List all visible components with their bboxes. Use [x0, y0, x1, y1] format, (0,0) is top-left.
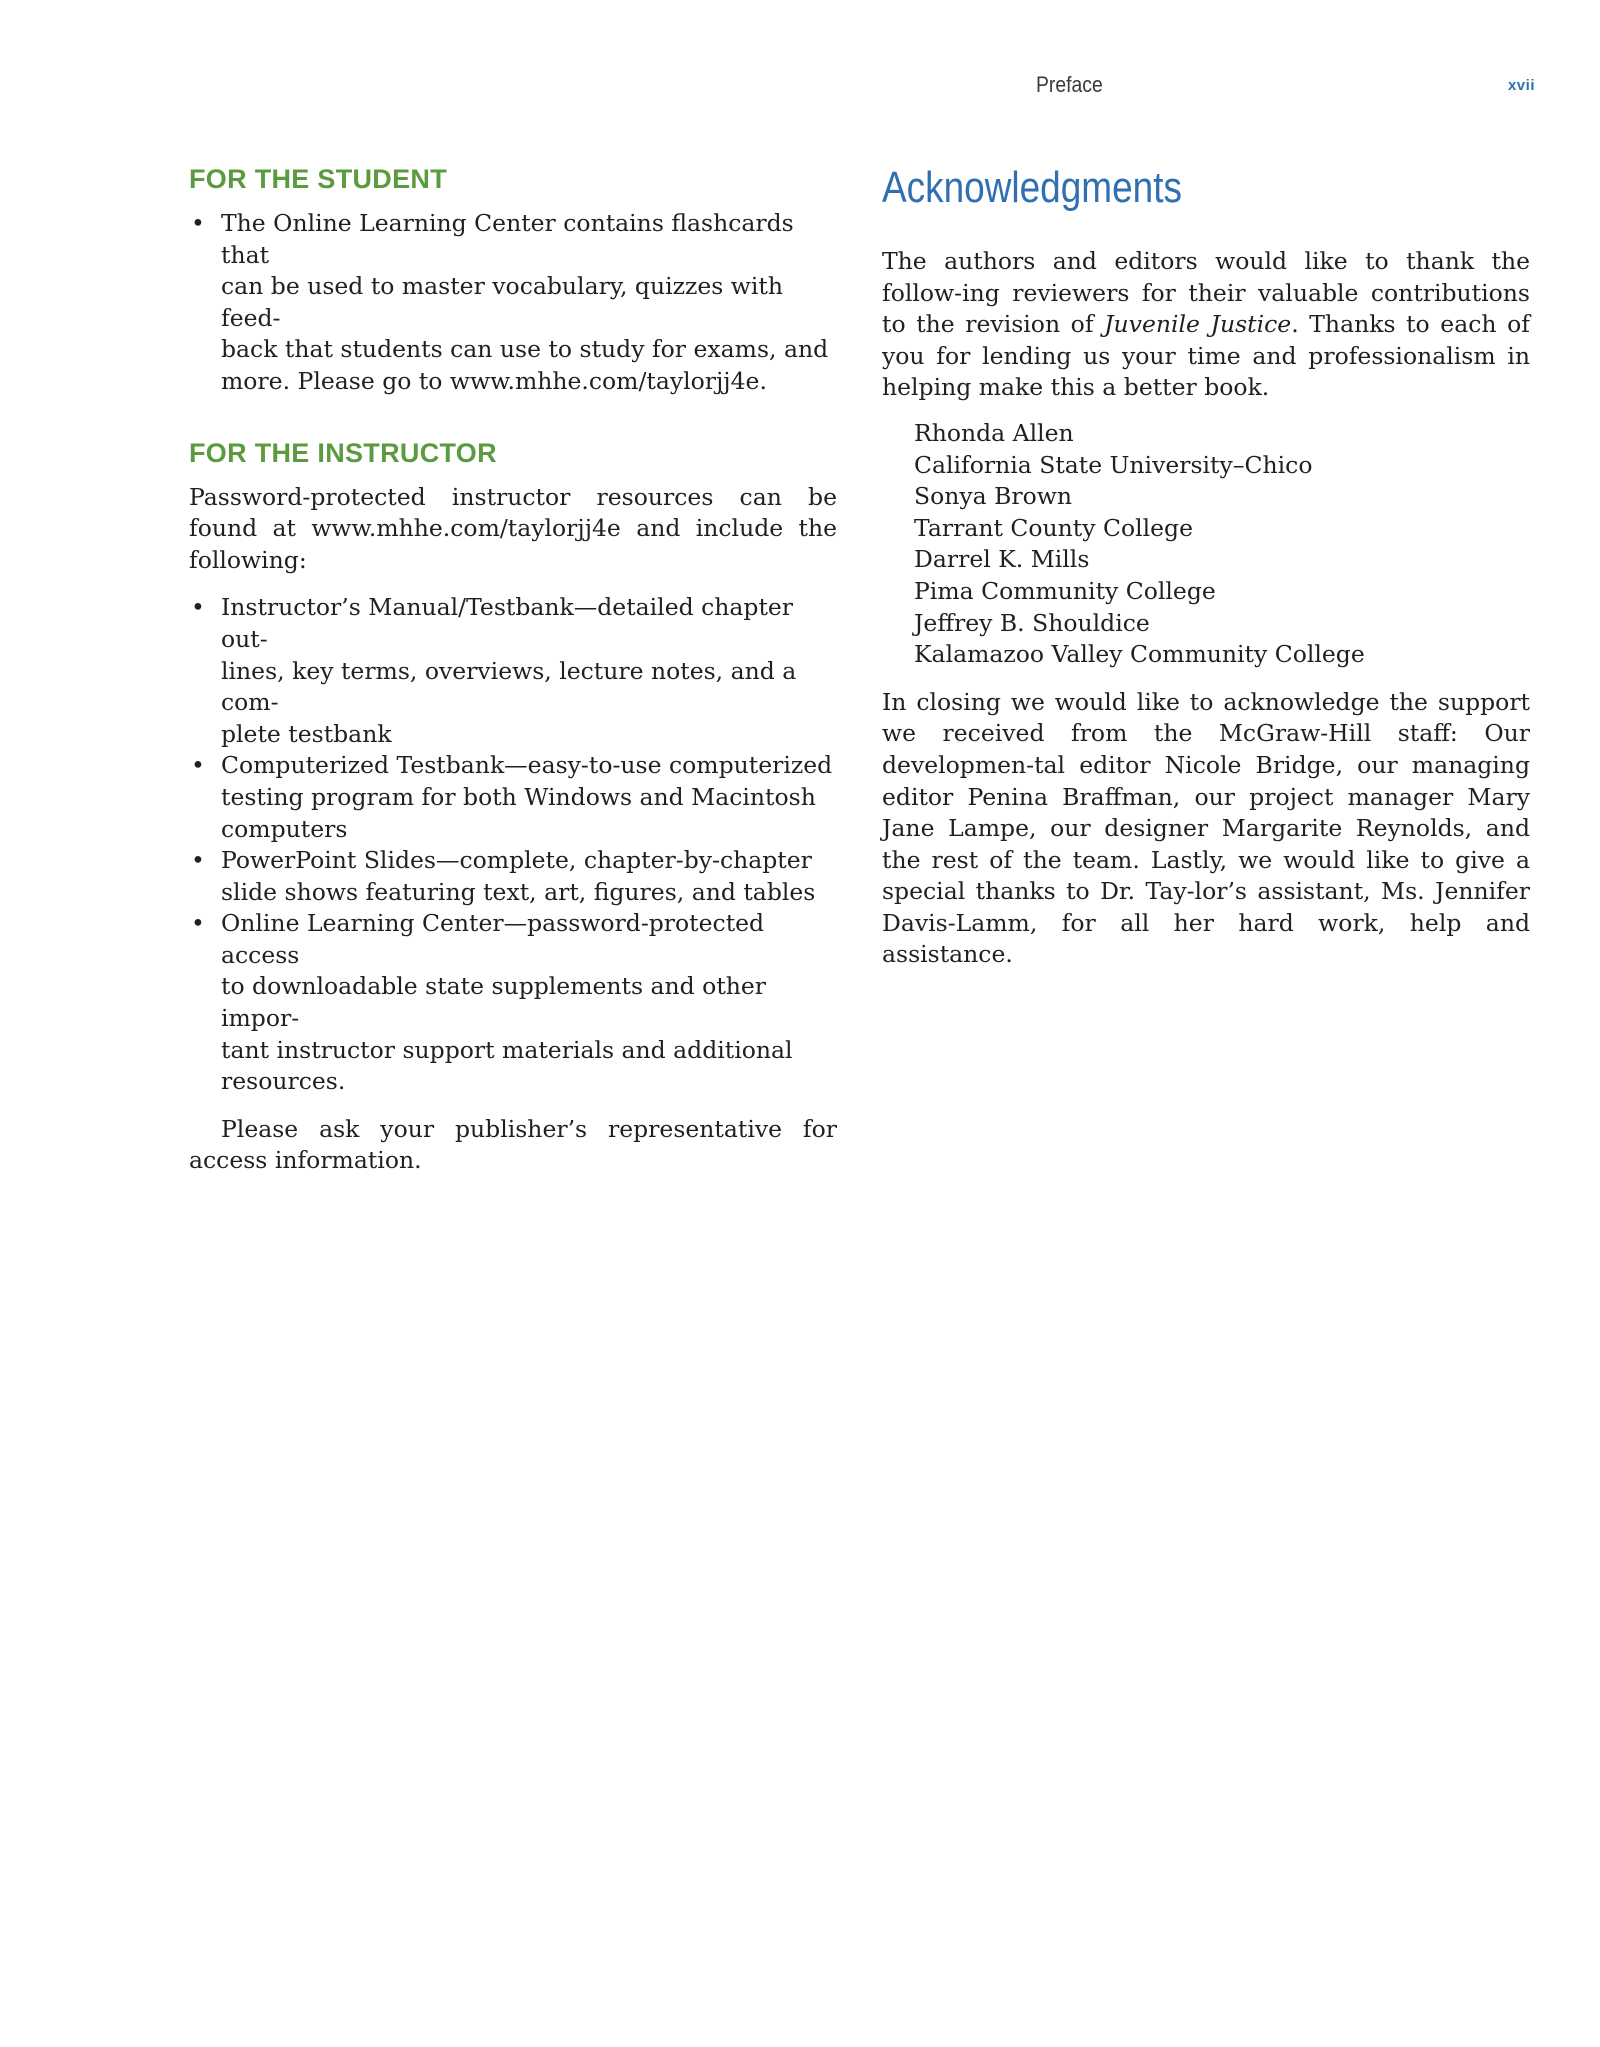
right-column [882, 160, 1530, 971]
instructor-intro-paragraph: Password-protected instructor resources can be found at www.mhhe.com/taylorjj4e and include the following: [189, 482, 837, 574]
bullet-line: computers [221, 814, 348, 843]
page-number: xvii [1507, 77, 1535, 94]
reviewer-name: Darrel K. Mills [914, 545, 1090, 574]
instructor-bullet-item [189, 845, 837, 908]
bullet-icon: • [191, 209, 205, 237]
instructor-closing-paragraph: Please ask your publisher’s representative for access information. [189, 1114, 837, 1175]
bullet-line: PowerPoint Slides—complete, chapter-by-chapter [221, 846, 812, 875]
bullet-line: resources. [221, 1067, 346, 1096]
student-section-heading: FOR THE STUDENT [189, 164, 447, 194]
running-title: Preface [1036, 72, 1103, 97]
intro-text: The authors and editors would like to thank the follow-ing reviewers for their valuable contributions to the revision of [882, 247, 1530, 339]
bullet-line: back that students can use to study for exams, and [221, 335, 829, 364]
running-head [0, 72, 1600, 102]
instructor-bullet-list [189, 592, 837, 1098]
reviewer-affiliation: Kalamazoo Valley Community College [914, 640, 1365, 669]
book-title: Juvenile Justice [1104, 310, 1292, 339]
bullet-icon: • [191, 751, 205, 780]
bullet-icon: • [191, 846, 205, 875]
bullet-icon: • [191, 909, 205, 938]
reviewer-affiliation: Tarrant County College [914, 513, 1193, 542]
bullet-line: Instructor’s Manual/Testbank—detailed chapter out- [221, 593, 794, 653]
bullet-line: tant instructor support materials and additional [221, 1035, 793, 1064]
reviewer-affiliation: California State University–Chico [914, 450, 1313, 479]
bullet-line: plete testbank [221, 719, 392, 748]
instructor-bullet-item [189, 908, 837, 1098]
bullet-line: slide shows featuring text, art, figures, and tables [221, 877, 816, 906]
instructor-bullet-item [189, 750, 837, 845]
bullet-icon: • [191, 593, 205, 622]
bullet-line: more. Please go to www.mhhe.com/taylorjj4e. [221, 366, 767, 395]
bullet-line: Computerized Testbank—easy-to-use computerized [221, 751, 833, 780]
bullet-line: to downloadable state supplements and other impor- [221, 972, 767, 1033]
bullet-line: The Online Learning Center contains flashcards that [221, 209, 794, 269]
student-bullet-list [189, 208, 837, 398]
reviewer-affiliation: Pima Community College [914, 576, 1216, 605]
instructor-bullet-item [189, 592, 837, 750]
reviewer-name: Sonya Brown [914, 482, 1073, 511]
bullet-line: Online Learning Center—password-protected access [221, 909, 765, 969]
instructor-section-heading: FOR THE INSTRUCTOR [189, 437, 497, 468]
acknowledgments-intro-paragraph [882, 246, 1530, 404]
reviewer-name: Rhonda Allen [914, 418, 1074, 447]
intro-text: . Thanks to each of you for lending us your time and professionalism in helping make this a better book. [882, 310, 1530, 402]
left-column [189, 160, 837, 1177]
bullet-line: can be used to master vocabulary, quizzes with feed- [221, 272, 784, 332]
acknowledgments-title: Acknowledgments [882, 163, 1182, 212]
acknowledgments-closing-paragraph: In closing we would like to acknowledge the support we received from the McGraw-Hill staff: Our developmen-tal editor Nicole Bridge, our managing editor Penina Braffman, our project manager Mary Jane Lampe, our designer Margarite Reynolds, and the rest of the team. Lastly, we would like to give a special thanks to Dr. Tay-lor’s assistant, Ms. Jennifer Davis-Lamm, for all her hard work, help and assistance. [882, 687, 1530, 969]
student-bullet-item [189, 208, 837, 398]
reviewer-list [882, 418, 1530, 671]
reviewer-name: Jeffrey B. Shouldice [914, 608, 1150, 637]
bullet-line: lines, key terms, overviews, lecture notes, and a com- [221, 656, 797, 717]
bullet-line: testing program for both Windows and Macintosh [221, 782, 816, 811]
